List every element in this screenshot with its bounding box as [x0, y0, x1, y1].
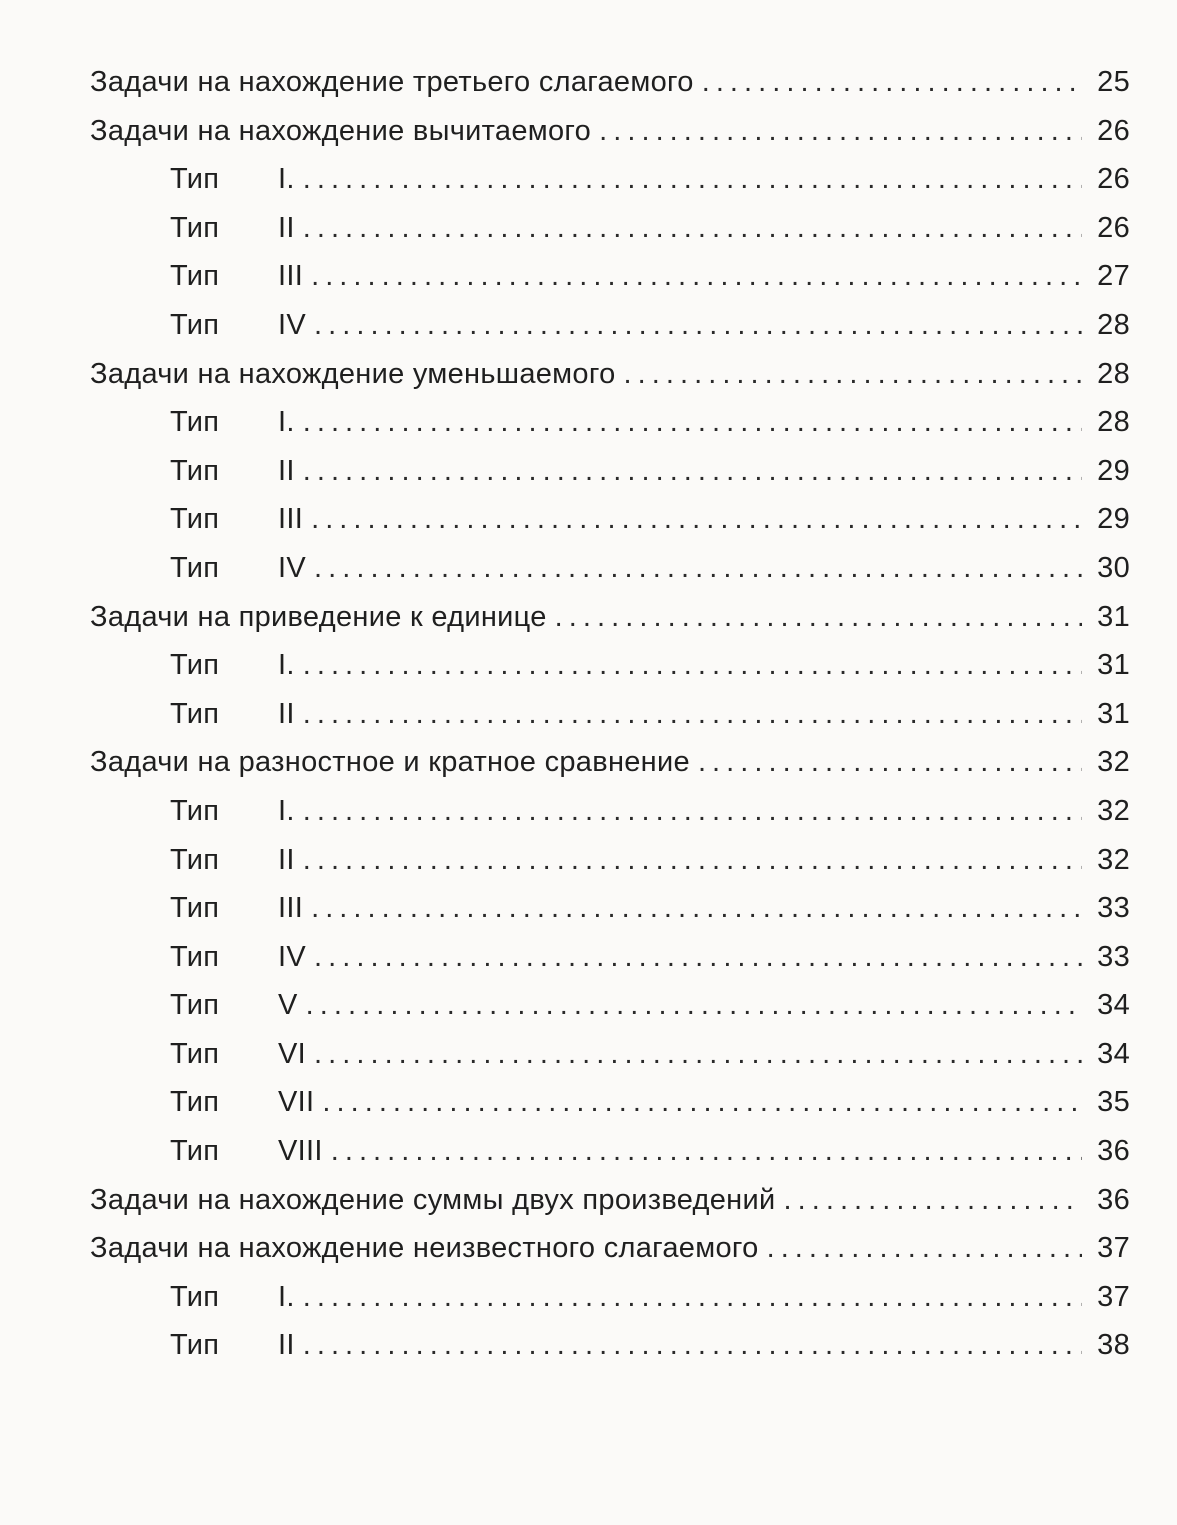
toc-page-number: 33 [1097, 940, 1130, 973]
toc-entry-title: Задачи на нахождение вычитаемого [90, 114, 592, 147]
dot-leader [314, 552, 1082, 585]
toc-entry-title [170, 212, 295, 245]
toc-type-word: Тип [170, 260, 220, 293]
toc-entry-title [170, 1135, 323, 1168]
toc-type-word: Тип [170, 454, 220, 487]
dot-leader [624, 358, 1082, 391]
toc-type-word: Тип [170, 551, 220, 584]
toc-subentry [90, 1135, 1130, 1184]
toc-type-number: IV [278, 551, 306, 584]
toc-subentry [90, 309, 1130, 358]
toc-entry-title: Задачи на нахождение неизвестного слагаемого [90, 1232, 759, 1265]
toc-entry-title [170, 406, 295, 439]
toc-type-number: III [278, 260, 304, 293]
toc-type-number: II [278, 843, 295, 876]
toc-entry-title [170, 1281, 295, 1314]
toc-entry-title: Задачи на разностное и кратное сравнение [90, 746, 690, 779]
toc-subentry [90, 1086, 1130, 1135]
toc-entry-title [170, 552, 306, 585]
toc-entry-title [170, 649, 295, 682]
toc-type-number: I. [278, 794, 295, 827]
toc-type-number: I. [278, 649, 295, 682]
toc-entry-title: Задачи на приведение к единице [90, 600, 547, 633]
toc-entry [90, 358, 1130, 407]
toc-type-number: II [278, 697, 295, 730]
dot-leader [311, 260, 1082, 293]
toc-page-number: 26 [1097, 163, 1130, 196]
toc-subentry [90, 1329, 1130, 1378]
toc-type-number: II [278, 211, 295, 244]
toc-subentry [90, 455, 1130, 504]
toc-subentry [90, 1281, 1130, 1330]
toc-page-number: 26 [1097, 114, 1130, 147]
toc-type-number: IV [278, 308, 306, 341]
toc-type-word: Тип [170, 503, 220, 536]
toc-type-number: I. [278, 406, 295, 439]
dot-leader [698, 746, 1082, 779]
toc-page-number: 29 [1097, 454, 1130, 487]
toc-entry-title [170, 844, 295, 877]
toc-type-word: Тип [170, 1037, 220, 1070]
toc-page-number: 33 [1097, 892, 1130, 925]
toc-page-number: 32 [1097, 746, 1130, 779]
dot-leader [322, 1086, 1082, 1119]
toc-subentry [90, 212, 1130, 261]
toc-entry-title [170, 163, 295, 196]
toc-type-word: Тип [170, 940, 220, 973]
dot-leader [314, 941, 1082, 974]
toc-type-word: Тип [170, 1086, 220, 1119]
toc-subentry [90, 163, 1130, 212]
toc-entry-title [170, 795, 295, 828]
toc-subentry [90, 406, 1130, 455]
dot-leader [599, 115, 1082, 148]
toc-entry-title [170, 260, 303, 293]
toc-entry [90, 115, 1130, 164]
toc-subentry [90, 1038, 1130, 1087]
toc-page-number: 31 [1097, 600, 1130, 633]
toc-entry-title [170, 1038, 306, 1071]
toc-subentry [90, 989, 1130, 1038]
toc-type-number: II [278, 454, 295, 487]
toc-type-word: Тип [170, 406, 220, 439]
toc-entry-title: Задачи на нахождение суммы двух произведений [90, 1183, 776, 1216]
toc-type-number: VI [278, 1037, 306, 1070]
dot-leader [306, 989, 1082, 1022]
toc-type-word: Тип [170, 892, 220, 925]
toc-type-number: V [278, 989, 298, 1022]
dot-leader [314, 1038, 1082, 1071]
toc-entry-title [170, 1329, 295, 1362]
toc-page-number: 25 [1097, 66, 1130, 98]
toc-entry-title: Задачи на нахождение уменьшаемого [90, 357, 616, 390]
toc-subentry [90, 892, 1130, 941]
toc-type-number: IV [278, 940, 306, 973]
toc-page-number: 28 [1097, 357, 1130, 390]
toc-subentry [90, 503, 1130, 552]
toc-page-number: 26 [1097, 211, 1130, 244]
dot-leader [303, 1281, 1082, 1314]
toc-subentry [90, 941, 1130, 990]
toc-page-number: 36 [1097, 1135, 1130, 1168]
toc-entry-title [170, 309, 306, 342]
dot-leader [311, 503, 1082, 536]
toc-type-word: Тип [170, 697, 220, 730]
toc-entry [90, 746, 1130, 795]
dot-leader [303, 698, 1082, 731]
dot-leader [303, 406, 1082, 439]
toc-type-word: Тип [170, 1280, 220, 1313]
dot-leader [311, 892, 1082, 925]
toc-entry [90, 1232, 1130, 1281]
toc-type-word: Тип [170, 1135, 220, 1168]
toc-page-number: 34 [1097, 989, 1130, 1022]
toc-type-number: I. [278, 163, 295, 196]
table-of-contents [90, 66, 1130, 1378]
toc-page-number: 35 [1097, 1086, 1130, 1119]
toc-type-number: VIII [278, 1135, 323, 1168]
toc-entry-title: Задачи на нахождение третьего слагаемого [90, 66, 694, 98]
dot-leader [783, 1184, 1082, 1217]
toc-page-number: 32 [1097, 794, 1130, 827]
dot-leader [702, 66, 1082, 99]
toc-subentry [90, 698, 1130, 747]
toc-subentry [90, 260, 1130, 309]
dot-leader [303, 455, 1082, 488]
dot-leader [314, 309, 1082, 342]
toc-type-word: Тип [170, 1329, 220, 1362]
toc-entry-title [170, 1086, 314, 1119]
toc-type-word: Тип [170, 843, 220, 876]
toc-type-number: III [278, 892, 304, 925]
toc-type-word: Тип [170, 308, 220, 341]
toc-entry-title [170, 941, 306, 974]
dot-leader [767, 1232, 1082, 1265]
toc-type-word: Тип [170, 211, 220, 244]
toc-page-number: 28 [1097, 308, 1130, 341]
dot-leader [555, 601, 1082, 634]
dot-leader [331, 1135, 1082, 1168]
toc-entry [90, 1184, 1130, 1233]
toc-type-number: I. [278, 1280, 295, 1313]
toc-type-word: Тип [170, 163, 220, 196]
toc-type-number: VII [278, 1086, 315, 1119]
toc-entry-title [170, 989, 298, 1022]
toc-page-number: 32 [1097, 843, 1130, 876]
toc-page-number: 36 [1097, 1183, 1130, 1216]
toc-entry [90, 66, 1130, 115]
toc-type-word: Тип [170, 989, 220, 1022]
toc-type-number: II [278, 1329, 295, 1362]
toc-page-number: 31 [1097, 649, 1130, 682]
toc-page-number: 38 [1097, 1329, 1130, 1362]
toc-page-number: 37 [1097, 1232, 1130, 1265]
toc-type-number: III [278, 503, 304, 536]
dot-leader [303, 649, 1082, 682]
dot-leader [303, 212, 1082, 245]
toc-page-number: 37 [1097, 1280, 1130, 1313]
dot-leader [303, 844, 1082, 877]
toc-entry [90, 601, 1130, 650]
toc-type-word: Тип [170, 649, 220, 682]
toc-page-number: 31 [1097, 697, 1130, 730]
toc-page-number: 27 [1097, 260, 1130, 293]
dot-leader [303, 1329, 1082, 1362]
toc-entry-title [170, 698, 295, 731]
toc-entry-title [170, 892, 303, 925]
toc-type-word: Тип [170, 794, 220, 827]
toc-subentry [90, 552, 1130, 601]
toc-page-number: 29 [1097, 503, 1130, 536]
toc-subentry [90, 649, 1130, 698]
toc-subentry [90, 795, 1130, 844]
toc-entry-title [170, 455, 295, 488]
dot-leader [303, 795, 1082, 828]
toc-subentry [90, 844, 1130, 893]
dot-leader [303, 163, 1082, 196]
toc-entry-title [170, 503, 303, 536]
toc-page-number: 30 [1097, 551, 1130, 584]
toc-page-number: 28 [1097, 406, 1130, 439]
toc-page-number: 34 [1097, 1037, 1130, 1070]
